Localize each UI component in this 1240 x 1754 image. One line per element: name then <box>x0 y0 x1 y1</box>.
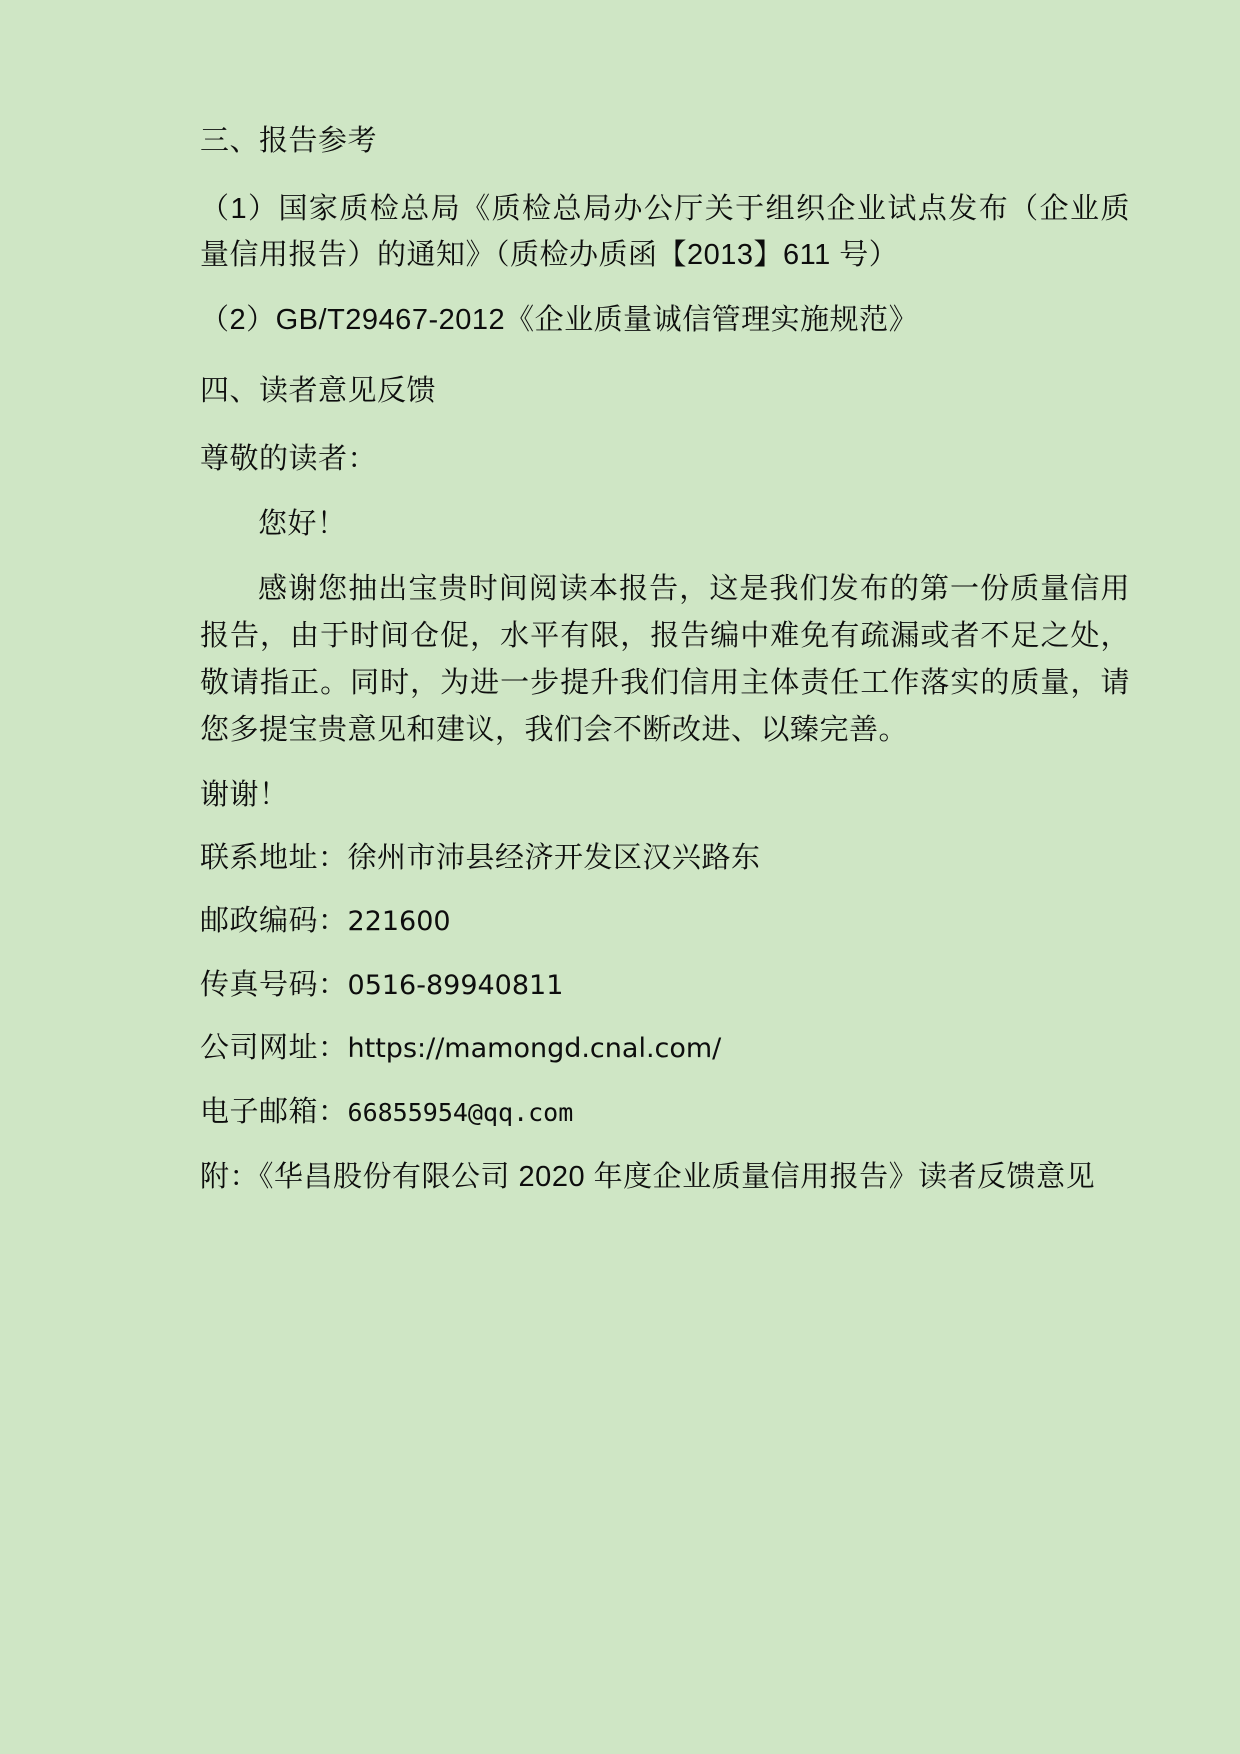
greeting: 您好！ <box>258 507 347 540</box>
contact-address-value: 徐州市沛县经济开发区汉兴路东 <box>347 841 761 874</box>
document-body <box>200 120 1130 1201</box>
contact-postcode-label: 邮政编码： <box>200 905 348 938</box>
feedback-body-text: 感谢您抽出宝贵时间阅读本报告，这是我们发布的第一份质量信用报告，由于时间仓促，水平有限，报告编中难免有疏漏或者不足之处，敬请指正。同时，为进一步提升我们信用主体责任工作落实的质量，请您多提宝贵意见和建议，我们会不断改进、以臻完善。 <box>200 572 1130 746</box>
salutation: 尊敬的读者： <box>200 442 378 475</box>
contact-fax-label: 传真号码： <box>200 968 348 1001</box>
contact-email-value[interactable]: 66855954@qq.com <box>347 1097 574 1127</box>
contact-postcode <box>200 900 1130 944</box>
contact-email <box>200 1091 1130 1135</box>
attachment-note: 附：《华昌股份有限公司 2020 年度企业质量信用报告》读者反馈意见 <box>200 1161 1096 1194</box>
contact-website <box>200 1027 1130 1071</box>
section-four-heading: 四、读者意见反馈 <box>200 375 437 408</box>
contact-website-value[interactable]: https://mamongd.cnal.com/ <box>347 1033 722 1065</box>
contact-address <box>200 837 1130 881</box>
section-three-heading: 三、报告参考 <box>200 125 378 157</box>
contact-fax <box>200 964 1130 1008</box>
contact-website-label: 公司网址： <box>200 1032 348 1065</box>
contact-email-label: 电子邮箱： <box>200 1095 348 1128</box>
contact-address-label: 联系地址： <box>200 841 348 874</box>
contact-fax-value: 0516-89940811 <box>347 969 564 1001</box>
reference-item-2: （2）GB/T29467-2012《企业质量诚信管理实施规范》 <box>200 304 919 337</box>
thanks-text: 谢谢！ <box>200 778 289 811</box>
reference-item-1: （1）国家质检总局《质检总局办公厅关于组织企业试点发布（企业质量信用报告）的通知》（质检办质函【2013】611 号） <box>200 192 1130 272</box>
contact-postcode-value: 221600 <box>347 906 451 938</box>
